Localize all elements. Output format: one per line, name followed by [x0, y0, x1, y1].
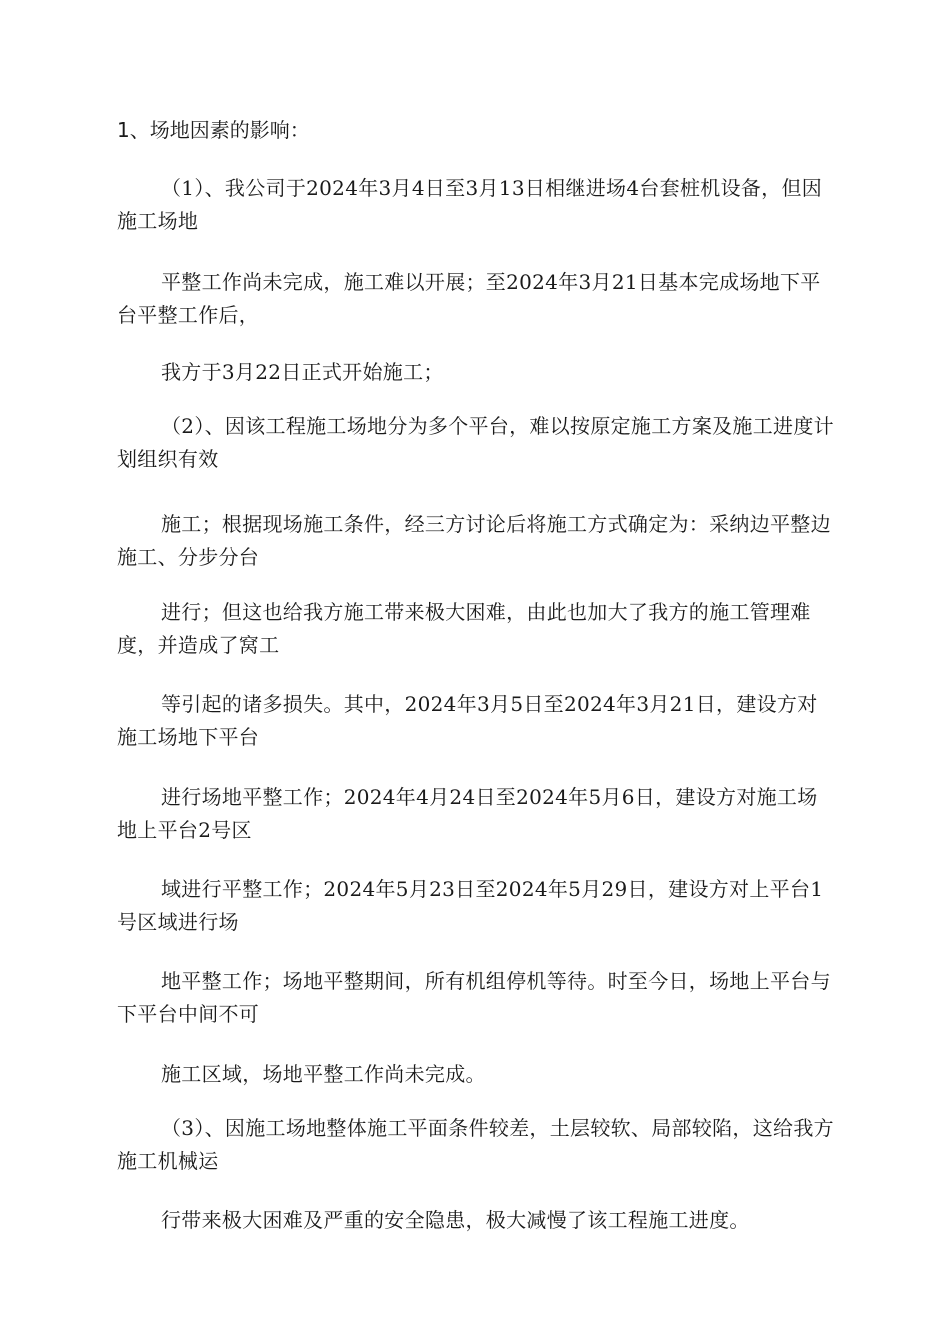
paragraph-3: 我方于3月22日正式开始施工；	[161, 360, 444, 384]
paragraph-7: 等引起的诸多损失。其中，2024年3月5日至2024年3月21日，建设方对施工场地下平台	[117, 692, 818, 749]
paragraph-13: 行带来极大困难及严重的安全隐患，极大减慢了该工程施工进度。	[161, 1208, 750, 1232]
paragraph-5: 施工；根据现场施工条件，经三方讨论后将施工方式确定为：采纳边平整边施工、分步分台	[117, 512, 831, 569]
paragraph-2: 平整工作尚未完成，施工难以开展；至2024年3月21日基本完成场地下平台平整工作后，	[117, 270, 821, 327]
paragraph-8: 进行场地平整工作；2024年4月24日至2024年5月6日，建设方对施工场地上平台2号区	[117, 785, 818, 842]
paragraph-4: （2）、因该工程施工场地分为多个平台，难以按原定施工方案及施工进度计划组织有效	[117, 414, 834, 471]
paragraph-12: （3）、因施工场地整体施工平面条件较差，土层较软、局部较陷，这给我方施工机械运	[117, 1116, 834, 1173]
paragraph-11: 施工区域，场地平整工作尚未完成。	[161, 1062, 486, 1086]
paragraph-6: 进行；但这也给我方施工带来极大困难，由此也加大了我方的施工管理难度，并造成了窝工	[117, 600, 811, 657]
paragraph-1: （1）、我公司于2024年3月4日至3月13日相继进场4台套桩机设备，但因施工场地	[117, 176, 823, 233]
section-heading: 1、场地因素的影响：	[117, 118, 310, 142]
paragraph-9: 域进行平整工作；2024年5月23日至2024年5月29日，建设方对上平台1号区域进行场	[117, 877, 824, 934]
paragraph-10: 地平整工作；场地平整期间，所有机组停机等待。时至今日，场地上平台与下平台中间不可	[117, 969, 831, 1026]
